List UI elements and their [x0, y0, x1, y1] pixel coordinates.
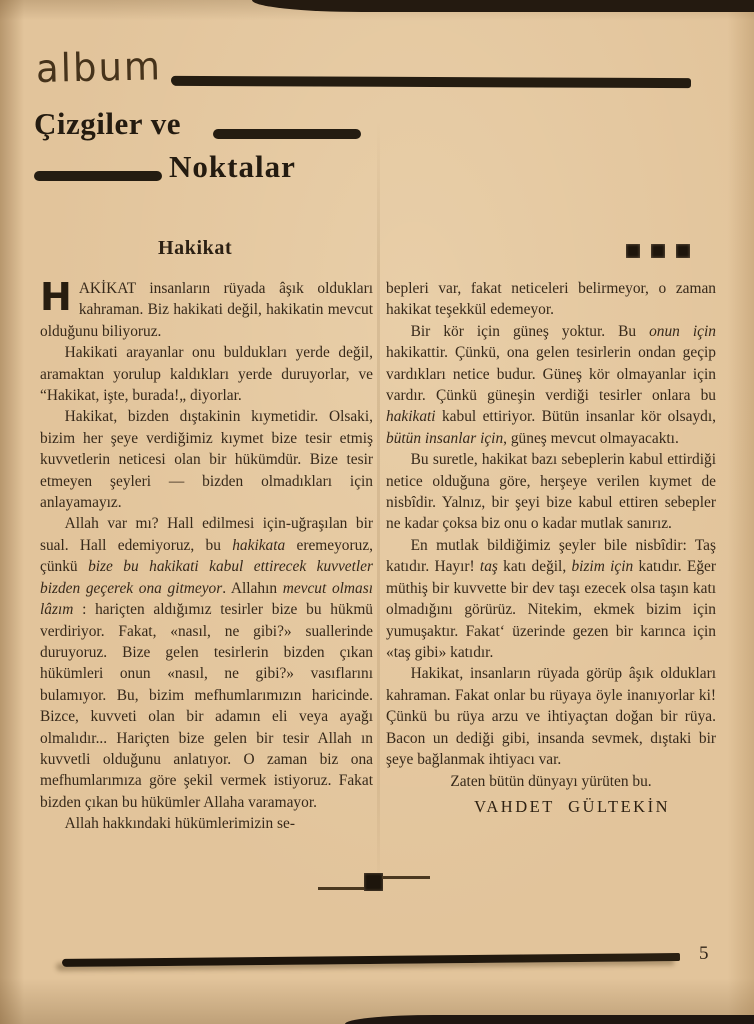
section-divider-ornament	[318, 871, 430, 893]
column-right	[386, 278, 716, 817]
paragraph	[40, 275, 373, 342]
article-heading: Hakikat	[158, 237, 233, 259]
footer-rule	[62, 953, 680, 967]
paragraph: Hakikat, bizden dıştakinin kıymetidir. Olsaki, bizim her şeye verdiğimiz kıymet bize tesir etmiş kuvvetlerin neticesi olan bir hükümdür. Bize tesir etmeyen şeyleri — bizden olmadıkları için anlayamayız.	[40, 408, 373, 512]
divider-right-line	[382, 876, 430, 879]
section-title-line2: Noktalar	[169, 149, 296, 184]
paragraph: bepleri var, fakat neticeleri belirmeyor, o zaman hakikat teşekkül edemeyor.	[386, 280, 716, 319]
paragraph: Hakikat, insanların rüyada görüp âşık oldukları kahraman. Fakat onlar bu rüyaya öyle inanıyorlar ki! Çünkü bu rüya arzu ve ihtiyaçtan doğan bir rüya. Bacon un dediği gibi, insanda sevmek, dıştaki bir şeye bağlanmak ihtiyacı var.	[386, 665, 716, 768]
paragraph: Allah hakkındaki hükümlerimizin se-	[64, 815, 296, 833]
paragraph: Hakikati arayanlar onu buldukları yerde değil, aramaktan yorulup kaldıkları yerde duruyorlar, ve “Hakikat, işte, burada!„ diyorlar.	[40, 344, 373, 405]
scan-shadow-top	[252, 0, 754, 12]
title-rule-right	[213, 129, 361, 139]
page-number: 5	[699, 943, 709, 964]
drop-cap: H	[40, 275, 72, 319]
paragraph: En mutlak bildiğimiz şeyler bile nisbîdir: Taş katıdır. Hayır! taş katı değil, bizim için katıdır. Eğer müthiş bir kuvvette bir dev taşı ezecek olsa taşın katı olmadığını görürüz. Nitekim, ekmek bizim için yumuşaktır. Fakat‘ üzerinde gezen bir karınca için «taş gibi» katıdır.	[386, 536, 717, 661]
masthead-logo: album	[35, 43, 163, 92]
scan-shadow-bottom	[345, 1015, 754, 1024]
black-square-icon	[676, 244, 690, 258]
page-crease	[377, 120, 380, 900]
black-square-icon	[651, 244, 665, 258]
title-rule-left	[34, 171, 162, 181]
divider-left-line	[318, 887, 365, 890]
closing-line: Zaten bütün dünyayı yürüten bu.	[450, 773, 652, 791]
divider-square-icon	[364, 873, 383, 891]
black-square-icon	[626, 244, 640, 258]
byline: VAHDET GÜLTEKİN	[474, 796, 670, 816]
masthead-rule	[171, 76, 691, 88]
paragraph-text: AKİKAT insanların rüyada âşık oldukları kahraman. Biz hakikati değil, hakikatin mevcut olduğunu biliyoruz.	[40, 280, 373, 340]
header-ornament	[626, 244, 690, 258]
section-title-line1: Çizgiler ve	[34, 106, 181, 141]
paragraph: Bu suretle, hakikat bazı sebeplerin kabul ettirdiği netice olduğuna göre, herşeye verilen kıymet de nisbîdir. Yalnız, bir şeyi bize kabul ettiren sebepler ne kadar çoksa biz onu o kadar mutlak sanırız.	[386, 451, 716, 533]
column-left	[40, 275, 374, 835]
paragraph: Bir kör için güneş yoktur. Bu onun için hakikattir. Çünkü, ona gelen tesirlerin ondan geçip vardıkları netice budur. Güneş kör olmayanlar için vardır. Çünkü güneşin verdiği tesirler onlara bu hakikati kabul ettiriyor. Bütün insanlar kör olsaydı, bütün insanlar için, güneş mevcut olmayacaktı.	[386, 322, 716, 447]
paragraph: Allah var mı? Hall edilmesi için-uğraşılan bir sual. Hall edemiyoruz, bu hakikata eremeyoruz, çünkü bize bu hakikati kabul ettirecek kuvvetler bizden geçerek ona gitmeyor. Allahın mevcut olması lâzım : hariçten aldığımız tesirler bize bu hükmü verdiriyor. Fakat, «nasıl, ne gibi?» suallerinde duruyoruz. Bize gelen tesirlerin bizden çıkan hükümleri onun «nasıl, ne gibi?» vasıflarını bulamıyor. Bu, bizim mefhumlarımızın haricinde. Bizce, kuvveti olan bir adamın eli veya ayağı olmalıdır... Hariçten bize gelen bir tesir Allah ın kuvvetli olduğunu anlatıyor. O zaman biz ona mefhumlarımıza göre şekil vermek istiyoruz. Fakat bizden çıkan bu hükümler Allaha varamayor.	[40, 515, 374, 811]
